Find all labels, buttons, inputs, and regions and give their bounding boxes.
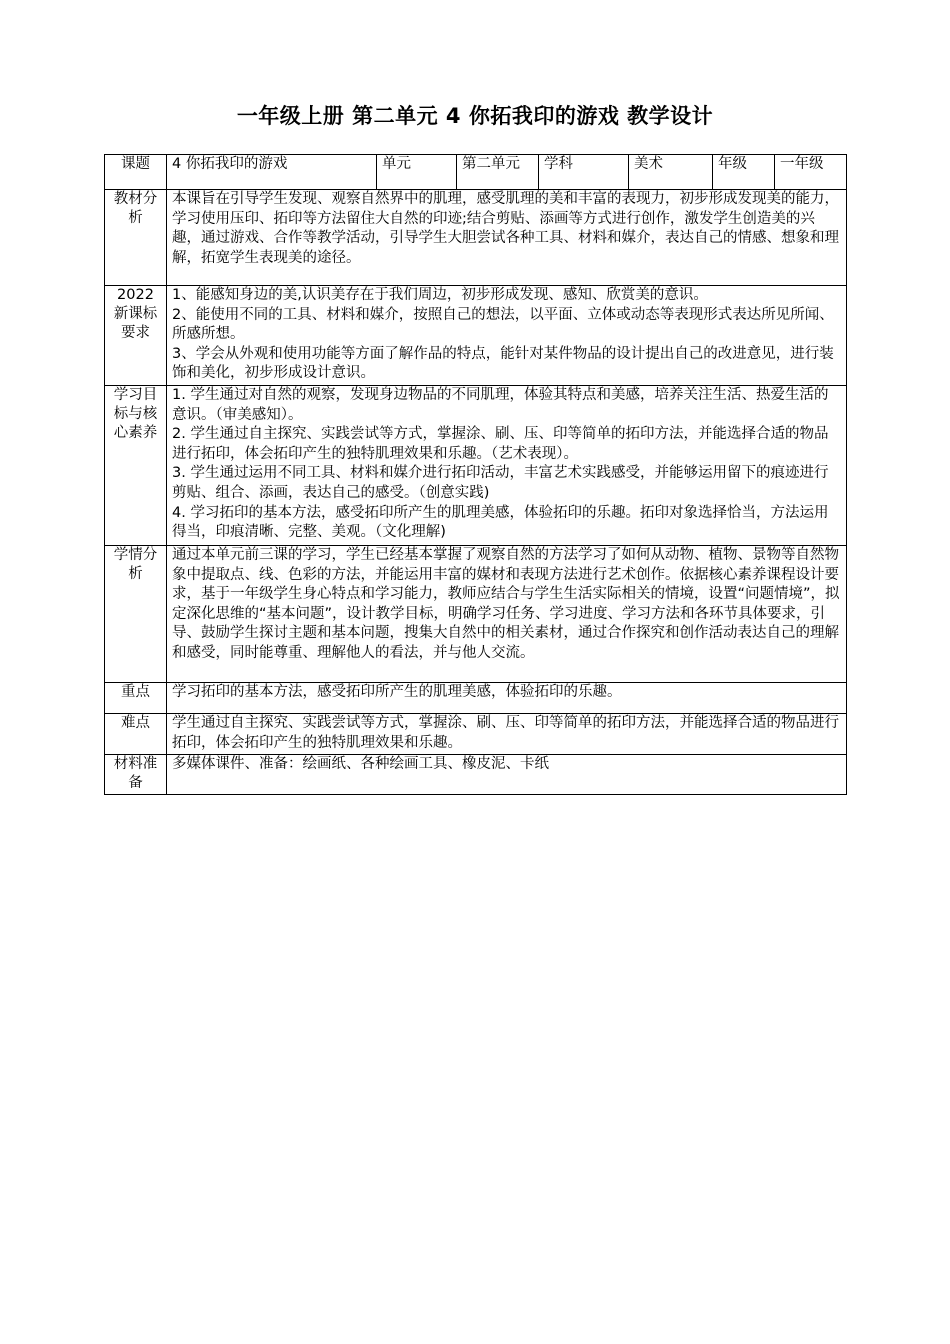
objective-item: 4. 学习拓印的基本方法，感受拓印所产生的肌理美感，体验拓印的乐趣。拓印对象选择恰当，方法运用得当，印痕清晰、完整、美观。（文化理解) [172, 504, 829, 541]
key-point-row [105, 683, 847, 714]
unit-value: 第二单元 [457, 155, 539, 190]
materials-text: 多媒体课件、准备：绘画纸、各种绘画工具、橡皮泥、卡纸 [167, 755, 847, 795]
learner-analysis-row [105, 546, 847, 683]
course-value: 4 你拓我印的游戏 [167, 155, 377, 190]
objectives-row [105, 386, 847, 546]
header-row [105, 155, 847, 190]
standards-item: 3、学会从外观和使用功能等方面了解作品的特点，能针对某件物品的设计提出自己的改进意见，进行装饰和美化，初步形成设计意识。 [172, 345, 834, 382]
learner-analysis-label: 学情分析 [105, 546, 167, 683]
materials-label: 材料准备 [105, 755, 167, 795]
standards-label: 2022新课标要求 [105, 286, 167, 386]
material-analysis-text: 本课旨在引导学生发现、观察自然界中的肌理，感受肌理的美和丰富的表现力，初步形成发现美的能力，学习使用压印、拓印等方法留住大自然的印迹;结合剪贴、添画等方式进行创作，激发学生创造美的兴趣，通过游戏、合作等教学活动，引导学生大胆尝试各种工具、材料和媒介，表达自己的情感、想象和理解，拓宽学生表现美的途径。 [167, 190, 847, 286]
learner-analysis-text: 通过本单元前三课的学习，学生已经基本掌握了观察自然的方法学习了如何从动物、植物、景物等自然物象中提取点、线、色彩的方法，并能运用丰富的媒材和表现方法进行艺术创作。依据核心素养课程设计要求，基于一年级学生身心特点和学习能力，教师应结合与学生生活实际相关的情境，设置“问题情境”，拟定深化思维的“基本问题”，设计教学目标，明确学习任务、学习进度、学习方法和各环节具体要求，引导、鼓励学生探讨主题和基本问题，搜集大自然中的相关素材，通过合作探究和创作活动表达自己的理解和感受，同时能尊重、理解他人的看法，并与他人交流。 [167, 546, 847, 683]
lesson-plan-table [104, 154, 847, 795]
objective-item: 3. 学生通过运用不同工具、材料和媒介进行拓印活动，丰富艺术实践感受，并能够运用留下的痕迹进行剪贴、组合、添画，表达自己的感受。（创意实践) [172, 465, 829, 501]
unit-label: 单元 [377, 155, 457, 190]
objectives-label: 学习目标与核心素养 [105, 386, 167, 546]
subject-label: 学科 [539, 155, 629, 190]
difficulty-text: 学生通过自主探究、实践尝试等方式，掌握涂、刷、压、印等简单的拓印方法，并能选择合适的物品进行拓印，体会拓印产生的独特肌理效果和乐趣。 [167, 714, 847, 755]
standards-item: 1、能感知身边的美,认识美存在于我们周边，初步形成发现、感知、欣赏美的意识。 [172, 287, 708, 303]
material-analysis-label: 教材分析 [105, 190, 167, 286]
grade-value: 一年级 [775, 155, 847, 190]
difficulty-row [105, 714, 847, 755]
grade-label: 年级 [713, 155, 775, 190]
subject-value: 美术 [629, 155, 713, 190]
standards-row [105, 286, 847, 386]
difficulty-label: 难点 [105, 714, 167, 755]
objective-item: 1. 学生通过对自然的观察，发现身边物品的不同肌理，体验其特点和美感，培养关注生活、热爱生活的意识。（审美感知）。 [172, 387, 829, 423]
material-analysis-row [105, 190, 847, 286]
key-point-text: 学习拓印的基本方法，感受拓印所产生的肌理美感，体验拓印的乐趣。 [167, 683, 847, 714]
materials-row [105, 755, 847, 795]
document-title: 一年级上册 第二单元 4 你拓我印的游戏 教学设计 [236, 104, 714, 128]
objectives-content [167, 386, 847, 546]
objective-item: 2. 学生通过自主探究、实践尝试等方式，掌握涂、刷、压、印等简单的拓印方法，并能选择合适的物品进行拓印，体会拓印产生的独特肌理效果和乐趣。（艺术表现）。 [172, 426, 829, 462]
standards-item: 2、能使用不同的工具、材料和媒介，按照自己的想法，以平面、立体或动态等表现形式表达所见所闻、所感所想。 [172, 306, 834, 343]
course-label: 课题 [105, 155, 167, 190]
standards-content [167, 286, 847, 386]
key-point-label: 重点 [105, 683, 167, 714]
